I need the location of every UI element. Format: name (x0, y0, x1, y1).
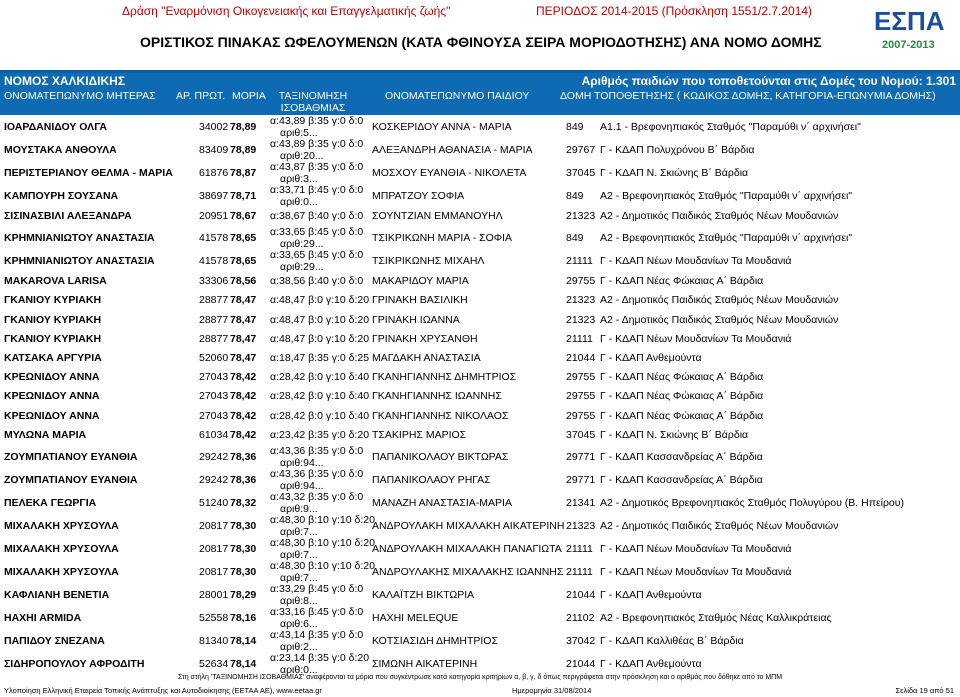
structure-name: Γ - ΚΔΑΠ Νέων Μουδανίων Τα Μουδανιά (600, 332, 792, 345)
top-banner (0, 0, 960, 70)
structure-name: Γ - ΚΔΑΠ Κασσανδρείας Α΄ Βάρδια (600, 474, 763, 486)
tie-break-scores: α:28,42 β:0 γ:10 δ:40 (270, 371, 370, 384)
espa-logo-years: 2007-2013 (882, 39, 935, 51)
prefecture-name: ΝΟΜΟΣ ΧΑΛΚΙΔΙΚΗΣ (4, 74, 126, 88)
table-row (0, 584, 960, 607)
tie-break-scores: α:28,42 β:0 γ:10 δ:40 (270, 409, 370, 422)
score: 78,42 (230, 390, 257, 403)
tie-break-number: αριθ:9... (280, 503, 318, 515)
protocol-number: 83409 (199, 144, 229, 156)
structure-code: 21323 (566, 210, 596, 222)
tie-break-number: αριθ:3... (280, 173, 318, 185)
mother-name: ΜΙΧΑΛΑΚΗ ΧΡΥΣΟΥΛΑ (4, 543, 119, 555)
table-row (0, 561, 960, 584)
page-title: ΟΡΙΣΤΙΚΟΣ ΠΙΝΑΚΑΣ ΩΦΕΛΟΥΜΕΝΩΝ (ΚΑΤΑ ΦΘΙΝΟΥΣΑ ΣΕΙΡΑ ΜΟΡΙΟΔΟΤΗΣΗΣ) ΑΝΑ ΝΟΜΟ ΔΟΜΗΣ (140, 34, 822, 50)
structure-name: Α2 - Δημοτικός Παιδικός Σταθμός Νέων Μουδανιών (600, 520, 839, 532)
mother-name: MAKAROVA LARISA (4, 275, 107, 288)
tie-break-scores: α:48,47 β:0 γ:10 δ:20 (270, 294, 370, 307)
table-row (0, 350, 960, 369)
program-title: Δράση "Εναρμόνιση Οικογενειακής και Επαγγελματικής ζωής" (122, 4, 451, 18)
table-row (0, 427, 960, 446)
child-name: ΣΙΜΩΝΗ ΑΙΚΑΤΕΡΙΝΗ (372, 658, 478, 670)
structure-name: Γ - ΚΔΑΠ Κασσανδρείας Α΄ Βάρδια (600, 451, 763, 463)
table-row (0, 369, 960, 388)
structure-code: 21111 (566, 543, 593, 555)
structure-code: 849 (566, 121, 584, 133)
footer-date: Ημερομηνία 31/08/2014 (512, 686, 592, 695)
mother-name: ΠΑΠΙΔΟΥ ΣΝΕΖΑΝΑ (4, 635, 105, 647)
protocol-number: 20817 (199, 566, 229, 578)
protocol-number: 20817 (199, 543, 229, 555)
mother-name: ΜΙΧΑΛΑΚΗ ΧΡΥΣΟΥΛΑ (4, 520, 119, 532)
table-row (0, 492, 960, 515)
footer-company: Υλοποίηση Ελληνική Εταιρεία Τοπικής Ανάπτυξης και Αυτοδιοίκησης (ΕΕΤΑΑ ΑΕ), www.eetaa.gr (4, 686, 322, 695)
protocol-number: 27043 (199, 371, 229, 384)
tie-break-number: αριθ:2... (280, 641, 318, 653)
protocol-number: 27043 (199, 390, 229, 403)
score: 78,87 (230, 167, 257, 179)
protocol-number: 29242 (199, 474, 229, 486)
tie-break-scores: α:33,16 β:45 γ:0 δ:0 (270, 606, 364, 618)
tie-break-scores: α:48,47 β:0 γ:10 δ:20 (270, 313, 370, 326)
tie-break-scores: α:48,47 β:0 γ:10 δ:20 (270, 332, 370, 345)
child-name: ΓΡΙΝΑΚΗ ΒΑΣΙΛΙΚΗ (372, 294, 468, 307)
table-row (0, 227, 960, 250)
protocol-number: 81340 (199, 635, 229, 647)
structure-code: 21102 (566, 612, 595, 624)
protocol-number: 41578 (199, 255, 229, 268)
footer (0, 686, 960, 697)
score: 78,36 (230, 451, 257, 463)
protocol-number: 52634 (199, 658, 229, 670)
structure-code: 29767 (566, 144, 596, 156)
tie-break-number: αριθ:5... (280, 127, 318, 139)
structure-code: 21111 (566, 566, 593, 578)
table-row (0, 446, 960, 469)
score: 78,47 (230, 352, 257, 364)
child-name: ΑΝΔΡΟΥΛΑΚΗ ΜΙΧΑΛΑΚΗ ΑΙΚΑΤΕΡΙΝΗ (372, 520, 565, 532)
score: 78,65 (230, 232, 257, 245)
score: 78,30 (230, 543, 257, 555)
child-name: ΑΝΔΡΟΥΛΑΚΗ ΜΙΧΑΛΑΚΗ ΠΑΝΑΓΙΩΤΑ (372, 543, 562, 555)
espa-logo (870, 2, 956, 56)
mother-name: ΚΡΕΩΝΙΔΟΥ ΑΝΝΑ (4, 409, 100, 422)
score: 78,14 (230, 658, 257, 670)
eu-logos-graphic (10, 2, 94, 58)
structure-code: 21111 (566, 332, 593, 345)
tie-break-number: αριθ:94... (280, 457, 324, 469)
tie-break-scores: α:43,14 β:35 γ:0 δ:0 (270, 629, 364, 641)
protocol-number: 38697 (199, 190, 229, 202)
structure-name: Γ - ΚΔΑΠ Καλλιθέας Β΄ Βάρδια (600, 635, 744, 647)
structure-name: Γ - ΚΔΑΠ Ανθεμούντα (600, 352, 702, 364)
table-row (0, 139, 960, 162)
mother-name: ΚΡΕΩΝΙΔΟΥ ΑΝΝΑ (4, 390, 100, 403)
tie-break-scores: α:48,30 β:10 γ:10 δ:20 (270, 537, 375, 549)
structure-name: Α2 - Δημοτικός Παιδικός Σταθμός Νέων Μουδανιών (600, 294, 839, 307)
structure-code: 21044 (566, 658, 596, 670)
mother-name: ΙΟΑΡΔΑΝΙΔΟΥ ΟΛΓΑ (4, 121, 107, 133)
table-row (0, 162, 960, 185)
tie-break-scores: α:48,30 β:10 γ:10 δ:20 (270, 560, 375, 572)
mother-name: ΚΑΦΛΙΑΝΗ ΒΕΝΕΤΙΑ (4, 589, 110, 601)
tie-break-scores: α:38,56 β:40 γ:0 δ:0 (270, 275, 364, 288)
table-row (0, 630, 960, 653)
protocol-number: 28877 (199, 313, 229, 326)
mother-name: ΚΡΗΜΝΙΑΝΙΩΤΟΥ ΑΝΑΣΤΑΣΙΑ (4, 255, 155, 268)
espa-logo-text: ΕΣΠΑ (874, 6, 945, 36)
mother-name: ΜΙΧΑΛΑΚΗ ΧΡΥΣΟΥΛΑ (4, 566, 119, 578)
mother-name: ΚΑΤΣΑΚΑ ΑΡΓΥΡΙΑ (4, 352, 102, 364)
mother-name: ΖΟΥΜΠΑΤΙΑΝΟΥ ΕΥΑΝΘΙΑ (4, 474, 138, 486)
score: 78,56 (230, 275, 257, 288)
structure-code: 29771 (566, 474, 596, 486)
table-row (0, 653, 960, 676)
tie-break-scores: α:43,36 β:35 γ:0 δ:0 (270, 468, 364, 480)
mother-name: ΓΚΑΝΙΟΥ ΚΥΡΙΑΚΗ (4, 332, 102, 345)
protocol-number: 41578 (199, 232, 229, 245)
tie-break-number: αριθ:29... (280, 261, 324, 274)
child-name: ΜΑΓΔΑΚΗ ΑΝΑΣΤΑΣΙΑ (372, 352, 481, 364)
structure-name: Γ - ΚΔΑΠ Νέων Μουδανίων Τα Μουδανιά (600, 543, 792, 555)
structure-code: 21044 (566, 589, 596, 601)
table-row (0, 185, 960, 208)
mother-name: ΚΡΗΜΝΙΑΝΙΩΤΟΥ ΑΝΑΣΤΑΣΙΑ (4, 232, 155, 245)
score: 78,30 (230, 566, 257, 578)
score: 78,67 (230, 210, 257, 222)
table-row (0, 208, 960, 227)
prefecture-bar (0, 73, 960, 89)
score: 78,29 (230, 589, 257, 601)
child-name: ΠΑΠΑΝΙΚΟΛΑΟΥ ΒΙΚΤΩΡΑΣ (372, 451, 509, 463)
mother-name: ΓΚΑΝΙΟΥ ΚΥΡΙΑΚΗ (4, 294, 102, 307)
child-name: ΚΟΣΚΕΡΙΔΟΥ ΑΝΝΑ - ΜΑΡΙΑ (372, 121, 512, 133)
mother-name: ΓΚΑΝΙΟΥ ΚΥΡΙΑΚΗ (4, 313, 102, 326)
score: 78,42 (230, 409, 257, 422)
structure-code: 37042 (566, 635, 596, 647)
child-name: ΓΚΑΝΗΓΙΑΝΝΗΣ ΔΗΜΗΤΡΙΟΣ (372, 371, 517, 384)
footer-page: Σελίδα 19 από 51 (895, 686, 954, 695)
child-name: HAXHI MELEQUE (372, 612, 459, 624)
score: 78,30 (230, 520, 257, 532)
tie-break-scores: α:43,89 β:35 γ:0 δ:0 (270, 115, 364, 127)
col-moria: ΜΟΡΙΑ (232, 90, 266, 102)
mother-name: HAXHI ARMIDA (4, 612, 82, 624)
score: 78,47 (230, 332, 257, 345)
structure-code: 29755 (566, 275, 596, 288)
table-header (0, 89, 960, 115)
table-row (0, 273, 960, 292)
protocol-number: 28877 (199, 294, 229, 307)
score: 78,42 (230, 371, 257, 384)
col-mother: ΟΝΟΜΑΤΕΠΩΝΥΜΟ ΜΗΤΕΡΑΣ (4, 90, 156, 102)
structure-name: Γ - ΚΔΑΠ Νέων Μουδανίων Τα Μουδανιά (600, 566, 792, 578)
structure-code: 21044 (566, 352, 596, 364)
score: 78,42 (230, 428, 257, 441)
structure-code: 21111 (566, 255, 593, 268)
structure-code: 37045 (566, 167, 596, 179)
tie-break-number: αριθ:0... (280, 196, 318, 208)
tie-break-number: αριθ:6... (280, 618, 318, 630)
structure-name: Α1.1 - Βρεφονηπιακός Σταθμός "Παραμύθι ν΄ αρχινήσει" (600, 121, 861, 133)
tie-break-scores: α:33,65 β:45 γ:0 δ:0 (270, 226, 364, 239)
mother-name: ΚΡΕΩΝΙΔΟΥ ΑΝΝΑ (4, 371, 100, 384)
tie-break-scores: α:33,29 β:45 γ:0 δ:0 (270, 583, 364, 595)
structure-code: 29755 (566, 409, 596, 422)
tie-break-scores: α:43,87 β:35 γ:0 δ:0 (270, 161, 364, 173)
child-name: ΤΣΑΚΙΡΗΣ ΜΑΡΙΟΣ (372, 428, 467, 441)
tie-break-scores: α:43,36 β:35 γ:0 δ:0 (270, 445, 364, 457)
score: 78,89 (230, 121, 257, 133)
child-name: ΜΑΚΑΡΙΔΟΥ ΜΑΡΙΑ (372, 275, 469, 288)
mother-name: ΜΥΛΩΝΑ ΜΑΡΙΑ (4, 428, 87, 441)
structure-code: 37045 (566, 428, 596, 441)
tie-break-scores: α:23,42 β:35 γ:0 δ:20 (270, 428, 370, 441)
child-name: ΓΡΙΝΑΚΗ ΙΩΑΝΝΑ (372, 313, 460, 326)
protocol-number: 61034 (199, 428, 229, 441)
child-name: ΤΣΙΚΡΙΚΩΝΗ ΜΑΡΙΑ - ΣΟΦΙΑ (372, 232, 513, 245)
tie-break-number: αριθ:29... (280, 238, 324, 251)
structure-code: 21341 (566, 497, 596, 509)
structure-name: Γ - ΚΔΑΠ Ν. Σκιώνης Β΄ Βάρδια (600, 167, 749, 179)
tie-break-number: αριθ:7... (280, 572, 318, 584)
structure-name: Γ - ΚΔΑΠ Νέων Μουδανίων Τα Μουδανιά (600, 255, 792, 268)
tie-break-scores: α:38,67 β:40 γ:0 δ:0 (270, 210, 364, 222)
protocol-number: 28877 (199, 332, 229, 345)
structure-code: 29755 (566, 390, 596, 403)
protocol-number: 33306 (199, 275, 229, 288)
mother-name: ΜΟΥΣΤΑΚΑ ΑΝΘΟΥΛΑ (4, 144, 117, 156)
tie-break-scores: α:43,32 β:35 γ:0 δ:0 (270, 491, 364, 503)
child-name: ΜΟΣΧΟΥ ΕΥΑΝΘΙΑ - ΝΙΚΟΛΕΤΑ (372, 167, 527, 179)
table-row (0, 469, 960, 492)
protocol-number: 27043 (199, 409, 229, 422)
tie-break-scores: α:18,47 β:35 γ:0 δ:25 (270, 352, 370, 364)
col-ar: ΑΡ. ΠΡΩΤ. (176, 90, 226, 102)
table-row (0, 292, 960, 311)
table-row (0, 538, 960, 561)
tie-break-scores: α:48,30 β:10 γ:10 δ:20 (270, 514, 375, 526)
table-row (0, 250, 960, 273)
structure-name: Γ - ΚΔΑΠ Πολυχρόνου Β΄ Βάρδια (600, 144, 755, 156)
child-name: ΚΑΛΑΪΤΖΗ ΒΙΚΤΩΡΙΑ (372, 589, 475, 601)
score: 78,71 (230, 190, 257, 202)
tie-break-number: αριθ:8... (280, 595, 318, 607)
structure-code: 849 (566, 190, 584, 202)
structure-name: Α2 - Βρεφονηπιακός Σταθμός "Παραμύθι ν΄ αρχινήσει" (600, 190, 853, 202)
structure-name: Γ - ΚΔΑΠ Ν. Σκιώνης Β΄ Βάρδια (600, 428, 749, 441)
tie-break-number: αριθ:20... (280, 150, 324, 162)
child-name: ΣΟΥΝΤΖΙΑΝ ΕΜΜΑΝΟΥΗΛ (372, 210, 503, 222)
structure-code: 849 (566, 232, 584, 245)
score: 78,32 (230, 497, 257, 509)
score: 78,89 (230, 144, 257, 156)
child-name: ΓΚΑΝΗΓΙΑΝΝΗΣ ΝΙΚΟΛΑΟΣ (372, 409, 509, 422)
score: 78,65 (230, 255, 257, 268)
score: 78,14 (230, 635, 257, 647)
score: 78,47 (230, 313, 257, 326)
child-name: ΤΣΙΚΡΙΚΩΝΗΣ ΜΙΧΑΗΛ (372, 255, 485, 268)
structure-name: Γ - ΚΔΑΠ Νέας Φώκαιας Α΄ Βάρδια (600, 275, 764, 288)
mother-name: ΚΑΜΠΟΥΡΗ ΣΟΥΣΑΝΑ (4, 190, 119, 202)
mother-name: ΠΕΡΙΣΤΕΡΙΑΝΟΥ ΘΕΛΜΑ - ΜΑΡΙΑ (4, 167, 173, 179)
protocol-number: 52060 (199, 352, 229, 364)
table-row (0, 388, 960, 407)
mother-name: ΖΟΥΜΠΑΤΙΑΝΟΥ ΕΥΑΝΘΙΑ (4, 451, 138, 463)
table-row (0, 408, 960, 427)
protocol-number: 20951 (199, 210, 229, 222)
tie-break-scores: α:43,89 β:35 γ:0 δ:0 (270, 138, 364, 150)
col-tax: ΤΑΞΙΝΟΜΗΣΗ ΙΣΟΒΑΘΜΙΑΣ (278, 90, 348, 114)
protocol-number: 61876 (199, 167, 229, 179)
child-name: ΠΑΠΑΝΙΚΟΛΑΟΥ ΡΗΓΑΣ (372, 474, 491, 486)
protocol-number: 20817 (199, 520, 229, 532)
structure-name: Γ - ΚΔΑΠ Νέας Φώκαιας Α΄ Βάρδια (600, 371, 764, 384)
tie-break-scores: α:33,71 β:45 γ:0 δ:0 (270, 184, 364, 196)
table-row (0, 116, 960, 139)
mother-name: ΣΙΣΙΝΑΣΒΙΛΙ ΑΛΕΞΑΝΔΡΑ (4, 210, 132, 222)
tie-break-scores: α:23,14 β:35 γ:0 δ:20 (270, 652, 370, 664)
table-row (0, 331, 960, 350)
footer-note: Στη στήλη 'ΤΑΞΙΝΟΜΗΣΗ ΙΣΟΒΑΘΜΙΑΣ' αναφέρονται τα μόρια που συγκέντρωσε κατά κατηγορία κριτηρίων α, β, γ, δ όπως περιγράφεται στην πρόσκληση και ο αριθμός που δόθηκε από το ΜΠΜ (177, 674, 783, 681)
structure-name: Α2 - Δημοτικός Παιδικός Σταθμός Νέων Μουδανιών (600, 210, 839, 222)
structure-name: Γ - ΚΔΑΠ Νέας Φώκαιας Α΄ Βάρδια (600, 390, 764, 403)
protocol-number: 28001 (199, 589, 229, 601)
structure-name: Γ - ΚΔΑΠ Ανθεμούντα (600, 589, 702, 601)
child-name: ΚΟΤΣΙΑΣΙΔΗ ΔΗΜΗΤΡΙΟΣ (372, 635, 498, 647)
child-name: ΜΠΡΑΤΖΟΥ ΣΟΦΙΑ (372, 190, 465, 202)
child-name: ΓΡΙΝΑΚΗ ΧΡΥΣΑΝΘΗ (372, 332, 478, 345)
tie-break-scores: α:33,65 β:45 γ:0 δ:0 (270, 249, 364, 262)
structure-code: 29755 (566, 371, 596, 384)
mother-name: ΣΙΔΗΡΟΠΟΥΛΟΥ ΑΦΡΟΔΙΤΗ (4, 658, 145, 670)
score: 78,47 (230, 294, 257, 307)
protocol-number: 29242 (199, 451, 229, 463)
col-structure: ΔΟΜΗ ΤΟΠΟΘΕΤΗΣΗΣ ( ΚΩΔΙΚΟΣ ΔΟΜΗΣ, ΚΑΤΗΓΟΡΙΑ-ΕΠΩΝΥΜΙΑ ΔΟΜΗΣ) (560, 90, 936, 102)
tie-break-number: αριθ:94... (280, 480, 324, 492)
score: 78,16 (230, 612, 257, 624)
child-name: ΑΝΔΡΟΥΛΑΚΗΣ ΜΙΧΑΛΑΚΗΣ ΙΩΑΝΝΗΣ (372, 566, 564, 578)
table-row (0, 515, 960, 538)
structure-name: Α2 - Βρεφονηπιακός Σταθμός Νέας Καλλικράτειας (600, 612, 832, 624)
mother-name: ΠΕΛΕΚΑ ΓΕΩΡΓΙΑ (4, 497, 97, 509)
structure-code: 21323 (566, 294, 596, 307)
program-period: ΠΕΡΙΟΔΟΣ 2014-2015 (Πρόσκληση 1551/2.7.2014) (536, 4, 813, 18)
child-name: ΜΑΝΑΖΗ ΑΝΑΣΤΑΣΙΑ-ΜΑΡΙΑ (372, 497, 512, 509)
structure-name: Α2 - Βρεφονηπιακός Σταθμός "Παραμύθι ν΄ αρχινήσει" (600, 232, 853, 245)
table-row (0, 607, 960, 630)
structure-name: Α2 - Δημοτικός Παιδικός Σταθμός Νέων Μουδανιών (600, 313, 839, 326)
structure-code: 21323 (566, 520, 596, 532)
tie-break-number: αριθ:7... (280, 526, 318, 538)
table-row (0, 312, 960, 331)
structure-name: Γ - ΚΔΑΠ Ανθεμούντα (600, 658, 702, 670)
structure-code: 29771 (566, 451, 596, 463)
protocol-number: 52558 (199, 612, 229, 624)
child-name: ΑΛΕΞΑΝΔΡΗ ΑΘΑΝΑΣΙΑ - ΜΑΡΙΑ (372, 144, 533, 156)
col-child: ΟΝΟΜΑΤΕΠΩΝΥΜΟ ΠΑΙΔΙΟΥ (385, 90, 530, 102)
tie-break-number: αριθ:7... (280, 549, 318, 561)
tie-break-number: αριθ:0... (280, 664, 318, 676)
score: 78,36 (230, 474, 257, 486)
structure-name: Α2 - Δημοτικός Βρεφονηπιακός Σταθμός Πολυγύρου (Β. Ηπείρου) (600, 497, 905, 509)
kids-count-label: Αριθμός παιδιών που τοποθετούνται στις Δομές του Νομού: 1.301 (581, 74, 956, 88)
protocol-number: 34002 (199, 121, 229, 133)
structure-name: Γ - ΚΔΑΠ Νέας Φώκαιας Α΄ Βάρδια (600, 409, 764, 422)
structure-code: 21323 (566, 313, 596, 326)
tie-break-scores: α:28,42 β:0 γ:10 δ:40 (270, 390, 370, 403)
child-name: ΓΚΑΝΗΓΙΑΝΝΗΣ ΙΩΑΝΝΗΣ (372, 390, 502, 403)
protocol-number: 51240 (199, 497, 229, 509)
